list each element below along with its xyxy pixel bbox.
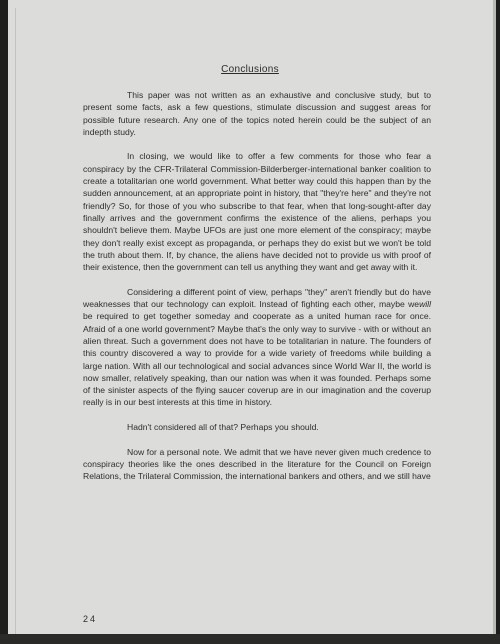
paragraph-2 — [83, 150, 431, 273]
page-edge-line — [15, 8, 16, 638]
body-text — [83, 89, 431, 495]
section-title: Conclusions — [221, 64, 279, 75]
paragraph-1-text: This paper was not written as an exhaustive and conclusive study, but to present some facts, ask a few questions, stimulate discussion and suggest areas for possible future research. Any one of the topics noted herein could be the subject of an indepth study. — [83, 90, 431, 137]
page-number: 24 — [83, 614, 98, 624]
paragraph-2-text: In closing, we would like to offer a few comments for those who fear a conspiracy by the CFR-Trilateral Commission-Bilderberger-international banker coalition to create a totalitarian one world government. What better way could this happen than by the sudden announcement, at an appropriate point in history, that "they're here" and they're not friendly? So, for those of you who subscribe to that fear, when that long-sought-after day finally arrives and the government confirms the existence of the aliens, perhaps you shouldn't believe them. Maybe UFOs are just one more element of the conspiracy; maybe they don't really exist except as propaganda, or perhaps they do exist but we won't be told the truth about them. If, by chance, the aliens have decided not to provide us with proof of their existence, then the government can tell us anything they want and get away with it. — [83, 151, 431, 273]
paragraph-4 — [83, 421, 431, 433]
paragraph-1 — [83, 89, 431, 138]
scan-bottom-edge — [0, 634, 500, 644]
paragraph-3-text-a: Considering a different point of view, perhaps "they" aren't friendly but do have weaknesses that our technology can exploit. Instead of fighting each other, maybe we — [83, 286, 431, 310]
paragraph-5 — [83, 446, 431, 483]
paragraph-4-text: Hadn't considered all of that? Perhaps you should. — [127, 422, 319, 433]
paragraph-5-text: Now for a personal note. We admit that we have never given much credence to conspiracy theories like the ones described in the literature for the Council on Foreign Relations, the Trilateral Commission, the international bankers and others, and we still have — [83, 446, 431, 482]
paragraph-3 — [83, 286, 431, 409]
paragraph-3-emphasis: will — [419, 299, 431, 310]
paragraph-3-text-b: be required to get together someday and cooperate as a united human race for once. Afraid of a one world government? Maybe that's the only way to survive - with or without an alien threat. Such a government does not have to be totalitarian in nature. The founders of this country discovered a way to provide for a wide variety of freedoms while building a large nation. With all our technological and social advances since World War II, the world is now smaller, relatively speaking, than our nation was when it was founded. Perhaps some of the sinister aspects of the flying saucer coverup are in our imagination and the coverup really is in our best interests at this time in history. — [83, 311, 431, 408]
